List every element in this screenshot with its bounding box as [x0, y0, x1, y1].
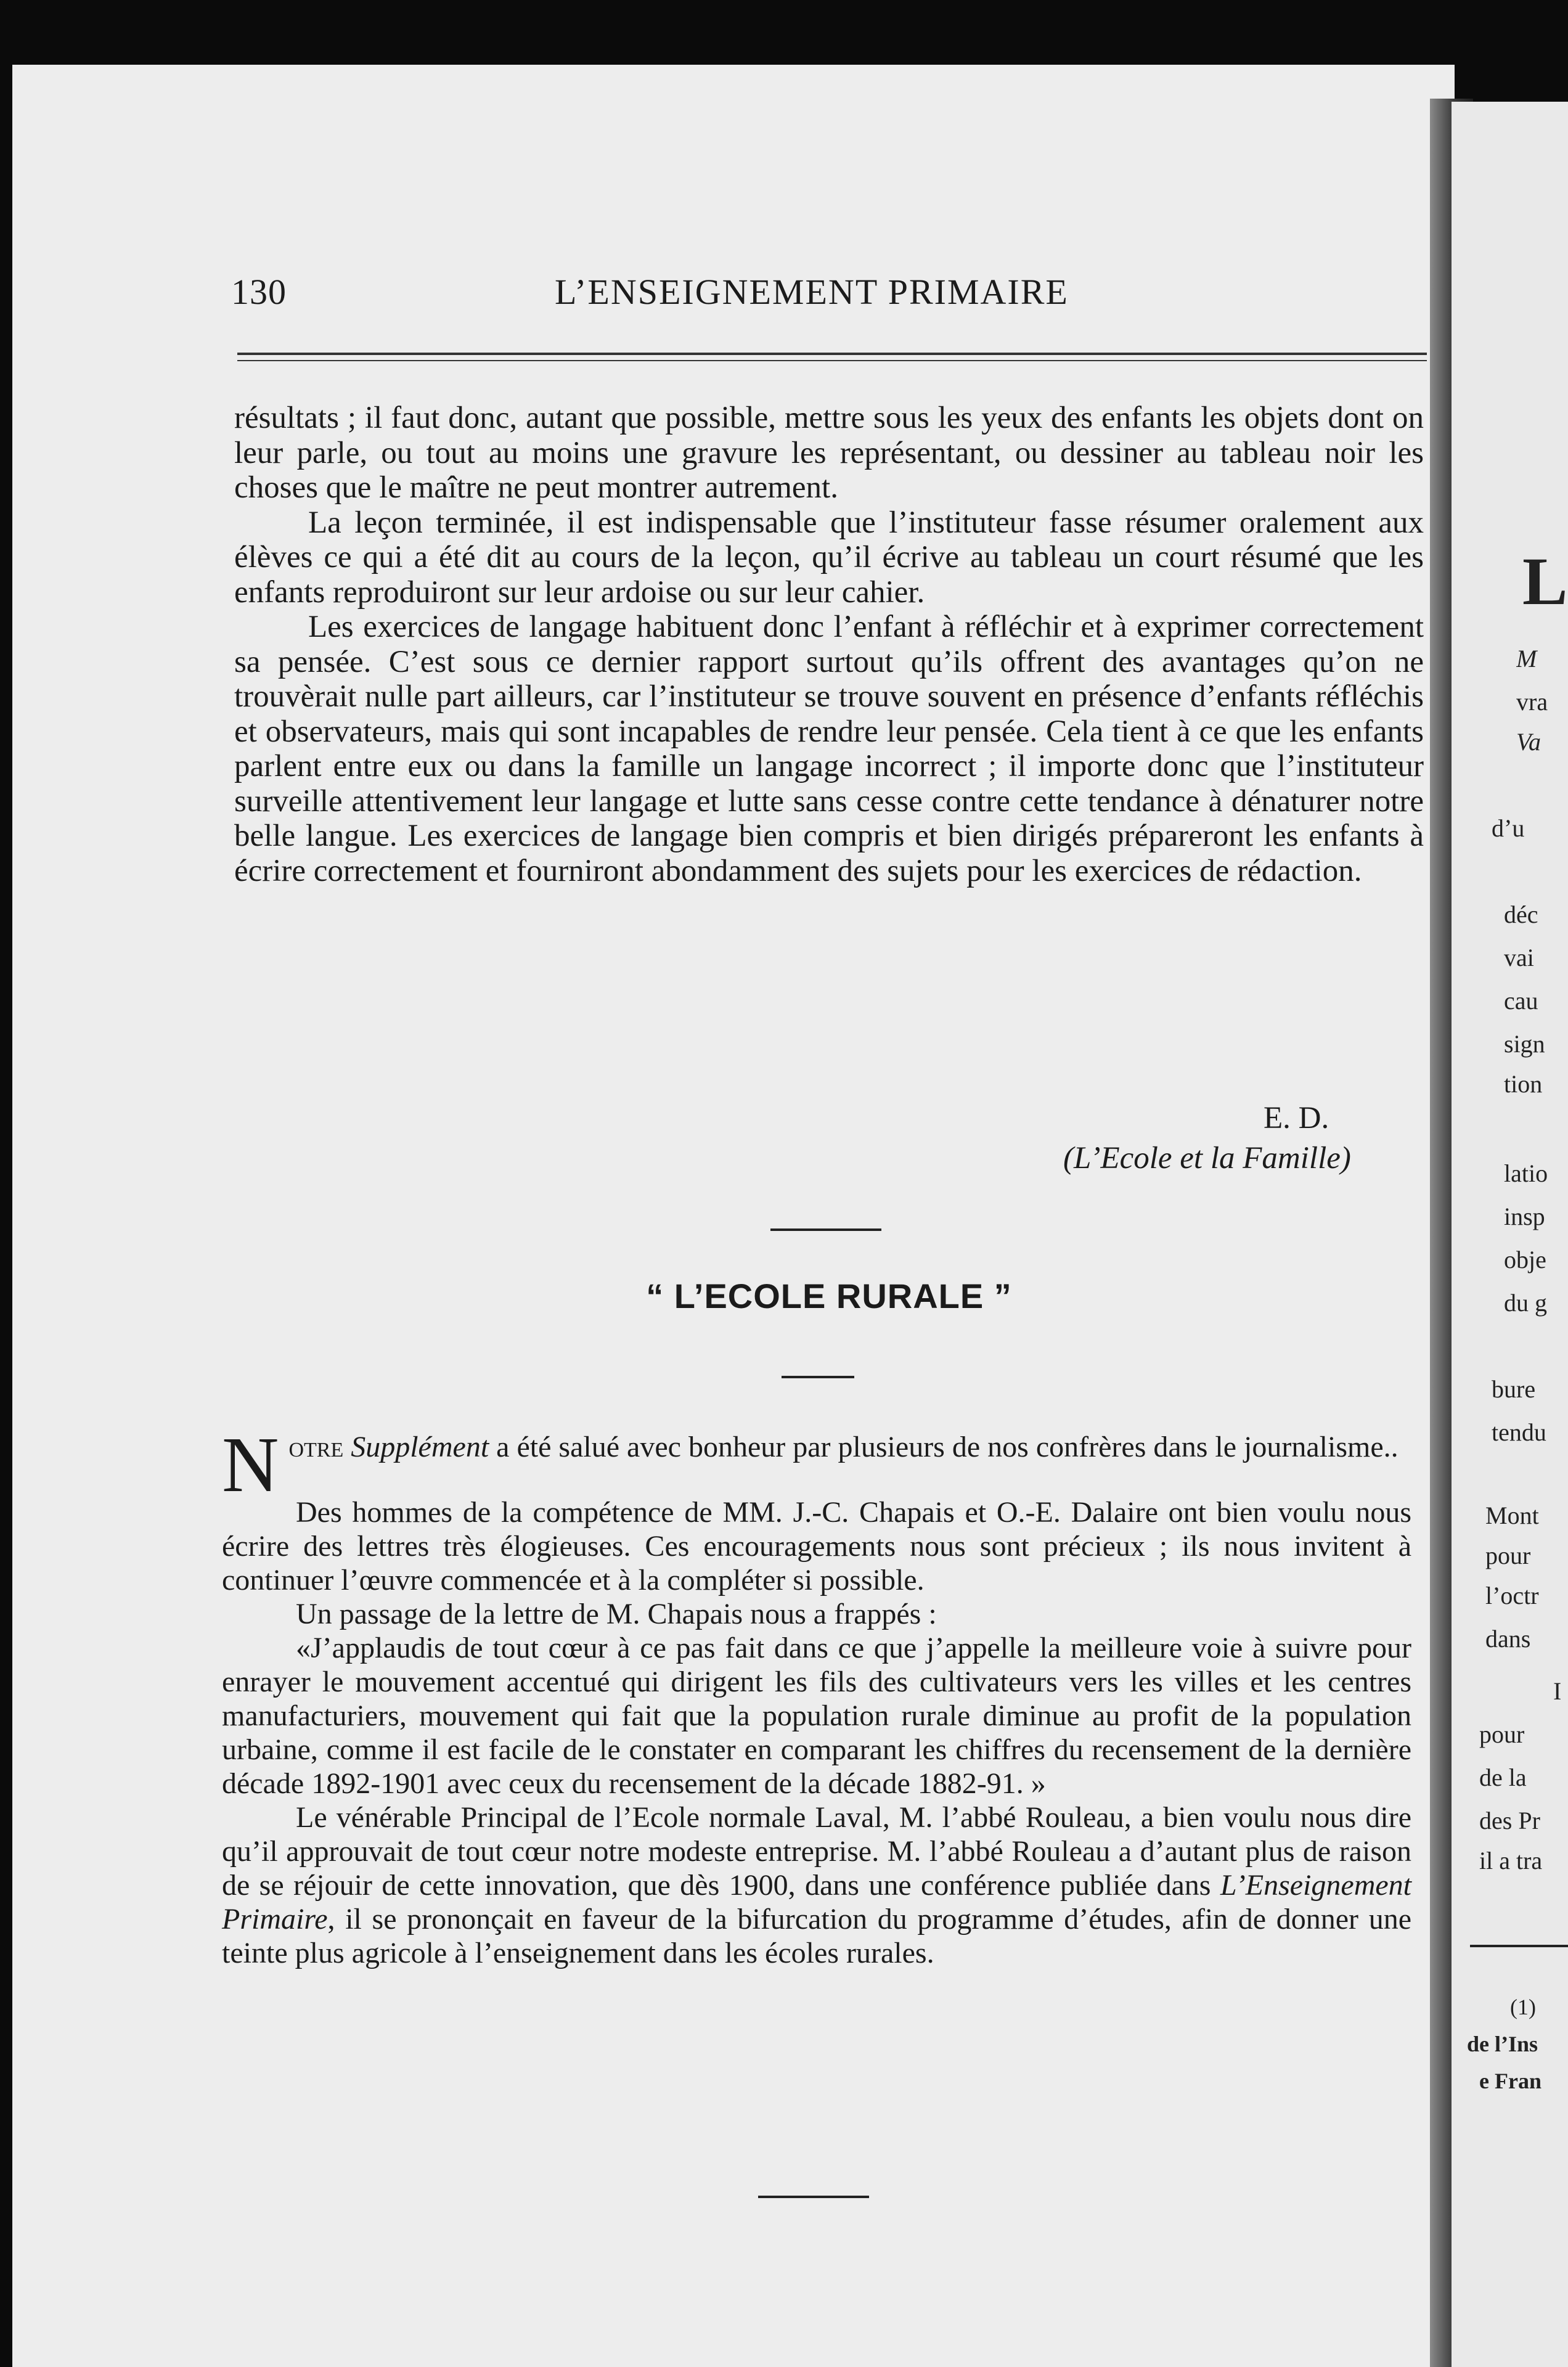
- facing-fragment: d’u: [1492, 814, 1525, 842]
- paragraph: La leçon terminée, il est indispensable que l’instituteur fasse résumer oralement aux élèves ce qui a été dit au cours de la leçon, qu’il écrive au tableau un court résumé que les enfants reproduiront sur leur ardoise ou sur leur cahier.: [234, 505, 1424, 610]
- header-rule-thick: [237, 353, 1427, 355]
- separator-rule: [758, 2196, 869, 2198]
- facing-fragment: bure: [1492, 1375, 1536, 1403]
- footnote-rule: [1470, 1945, 1568, 1947]
- facing-fragment: Va: [1516, 728, 1541, 756]
- first-word-rest: otre: [288, 1431, 344, 1463]
- facing-fragment: vai: [1504, 944, 1534, 971]
- page-number: 130: [231, 272, 287, 312]
- italic-title: Supplément: [351, 1431, 489, 1463]
- running-header: [222, 271, 1430, 321]
- facing-fragment: des Pr: [1479, 1807, 1540, 1834]
- text-run: , il se prononçait en faveur de la bifurcation du programme d’études, afin de donner une teinte plus agricole à l’enseignement dans les écoles rurales.: [222, 1903, 1411, 1969]
- facing-fragment: (1): [1510, 1995, 1536, 2019]
- facing-fragment: pour: [1479, 1720, 1525, 1748]
- facing-fragment: du g: [1504, 1289, 1547, 1317]
- text-run: Le vénérable Principal de l’Ecole normale Laval, M. l’abbé Rouleau, a bien voulu nous dire qu’il approuvait de tout cœur notre modeste entreprise. M. l’abbé Rouleau a d’autant plus de raison de se réjouir de cette innovation, que dès 1900, dans une conférence publiée dans: [222, 1801, 1411, 1902]
- paragraph: Des hommes de la compétence de MM. J.-C. Chapais et O.-E. Dalaire ont bien voulu nous écrire des lettres très élogieuses. Ces encouragements nous sont précieux ; ils nous invitent à continuer l’œuvre commencée et à la compléter si possible.: [222, 1496, 1411, 1596]
- facing-fragment: il a tra: [1479, 1847, 1543, 1874]
- facing-fragment: Mont: [1485, 1502, 1539, 1529]
- article-title: “ L’ECOLE RURALE ”: [646, 1277, 1012, 1315]
- italic-title: L’Enseignement Primaire: [222, 1869, 1411, 1936]
- previous-article-text: [234, 401, 1424, 888]
- drop-cap: N: [222, 1421, 279, 1508]
- facing-fragment: sign: [1504, 1030, 1545, 1058]
- separator-rule: [782, 1376, 854, 1378]
- header-rule-thin: [237, 360, 1427, 361]
- separator-rule: [770, 1228, 881, 1231]
- facing-fragment: de l’Ins: [1467, 2032, 1538, 2056]
- paragraph-rest: a été salué avec bonheur par plusieurs de nos confrères dans le journalisme..: [489, 1431, 1399, 1463]
- source-citation: (L’Ecole et la Famille): [1063, 1141, 1351, 1175]
- paragraph: Les exercices de langage habituent donc l’enfant à réfléchir et à exprimer correctement sa pensée. C’est sous ce dernier rapport surtout qu’ils offrent des avantages qu’on ne trouvèrait nulle part ailleurs, car l’instituteur se trouve souvent en présence d’enfants réfléchis et observateurs, mais qui sont incapables de rendre leur pensée. Cela tient à ce que les enfants parlent entre eux ou dans la famille un langage incorrect ; il importe donc que l’instituteur surveille attentivement leur langage et lutte sans cesse contre cette tendance à dénaturer notre belle langue. Les exercices de langage bien compris et bien dirigés prépareront les enfants à écrire correctement et fourniront abondamment des sujets pour les exercices de rédaction.: [234, 610, 1424, 888]
- quote-paragraph: «J’applaudis de tout cœur à ce pas fait dans ce que j’appelle la meilleure voie à suivre pour enrayer le mouvement accentué qui dirigent les fils des cultivateurs vers les villes et les centres manufacturiers, mouvement qui fait que la population rurale diminue au profit de la population urbaine, comme il est facile de le constater en comparant les chiffres du recensement de la dernière décade 1892-1901 avec ceux du recensement de la décade 1882-91. »: [222, 1632, 1411, 1800]
- facing-fragment: L: [1522, 544, 1568, 619]
- facing-fragment: latio: [1504, 1159, 1548, 1187]
- article-body: [222, 1421, 1411, 1970]
- facing-fragment: déc: [1504, 901, 1538, 928]
- signature: E. D.: [1264, 1101, 1329, 1135]
- facing-fragment: obje: [1504, 1246, 1546, 1273]
- facing-fragment: vra: [1516, 688, 1548, 716]
- paragraph: [222, 1421, 1411, 1508]
- facing-page: [1452, 102, 1568, 2367]
- facing-fragment: cau: [1504, 987, 1538, 1015]
- running-title: L’ENSEIGNEMENT PRIMAIRE: [555, 272, 1069, 312]
- facing-fragment: tendu: [1492, 1418, 1546, 1446]
- facing-fragment: pour: [1485, 1542, 1531, 1569]
- facing-fragment: tion: [1504, 1070, 1543, 1098]
- paragraph: résultats ; il faut donc, autant que possible, mettre sous les yeux des enfants les objets dont on leur parle, ou tout au moins une gravure les représentant, ou dessiner au tableau noir les choses que le maître ne peut montrer autrement.: [234, 401, 1424, 505]
- facing-fragment: I: [1553, 1677, 1562, 1705]
- paragraph: [222, 1801, 1411, 1970]
- facing-fragment: e Fran: [1479, 2069, 1541, 2093]
- facing-fragment: M: [1516, 645, 1537, 672]
- facing-fragment: de la: [1479, 1764, 1527, 1791]
- facing-fragment: dans: [1485, 1625, 1531, 1653]
- facing-fragment: l’octr: [1485, 1582, 1539, 1609]
- paragraph: Un passage de la lettre de M. Chapais nous a frappés :: [296, 1598, 937, 1630]
- facing-fragment: insp: [1504, 1203, 1545, 1230]
